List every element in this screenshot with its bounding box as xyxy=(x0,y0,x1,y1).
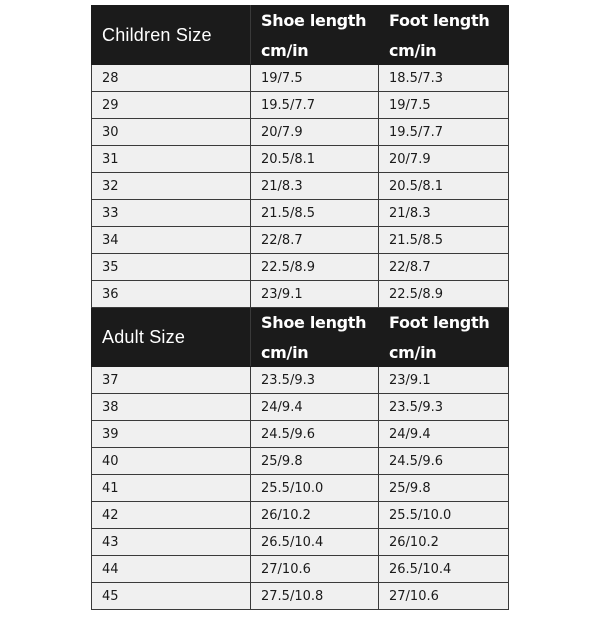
size-cell: 44 xyxy=(92,556,251,583)
shoe-length-cell: 23.5/9.3 xyxy=(251,367,379,394)
size-chart-table xyxy=(91,5,509,610)
adult-shoe-length-header: Shoe length xyxy=(251,308,379,338)
shoe-length-cell: 25/9.8 xyxy=(251,448,379,475)
size-cell: 42 xyxy=(92,502,251,529)
shoe-length-cell: 24.5/9.6 xyxy=(251,421,379,448)
size-cell: 43 xyxy=(92,529,251,556)
size-cell: 32 xyxy=(92,173,251,200)
shoe-length-cell: 22/8.7 xyxy=(251,227,379,254)
table-row xyxy=(92,502,509,529)
foot-length-cell: 22.5/8.9 xyxy=(379,281,509,308)
foot-length-cell: 27/10.6 xyxy=(379,583,509,610)
foot-length-cell: 21.5/8.5 xyxy=(379,227,509,254)
size-cell: 45 xyxy=(92,583,251,610)
table-row xyxy=(92,146,509,173)
foot-length-cell: 23/9.1 xyxy=(379,367,509,394)
size-cell: 28 xyxy=(92,65,251,92)
table-row xyxy=(92,394,509,421)
shoe-length-cell: 19.5/7.7 xyxy=(251,92,379,119)
adult-shoe-unit: cm/in xyxy=(251,338,379,367)
table-row xyxy=(92,367,509,394)
shoe-length-cell: 20.5/8.1 xyxy=(251,146,379,173)
table-row xyxy=(92,254,509,281)
size-cell: 39 xyxy=(92,421,251,448)
children-header-row xyxy=(92,6,509,36)
size-cell: 29 xyxy=(92,92,251,119)
children-size-heading: Children Size xyxy=(92,6,251,65)
table-row xyxy=(92,448,509,475)
adult-foot-unit: cm/in xyxy=(379,338,509,367)
foot-length-cell: 20/7.9 xyxy=(379,146,509,173)
children-shoe-length-header: Shoe length xyxy=(251,6,379,36)
foot-length-cell: 23.5/9.3 xyxy=(379,394,509,421)
size-cell: 37 xyxy=(92,367,251,394)
adult-foot-length-header: Foot length xyxy=(379,308,509,338)
foot-length-cell: 26.5/10.4 xyxy=(379,556,509,583)
shoe-length-cell: 23/9.1 xyxy=(251,281,379,308)
foot-length-cell: 20.5/8.1 xyxy=(379,173,509,200)
shoe-length-cell: 27.5/10.8 xyxy=(251,583,379,610)
shoe-length-cell: 26/10.2 xyxy=(251,502,379,529)
shoe-length-cell: 21/8.3 xyxy=(251,173,379,200)
foot-length-cell: 26/10.2 xyxy=(379,529,509,556)
table-row xyxy=(92,556,509,583)
adult-size-heading: Adult Size xyxy=(92,308,251,367)
table-row xyxy=(92,92,509,119)
shoe-length-cell: 19/7.5 xyxy=(251,65,379,92)
size-cell: 41 xyxy=(92,475,251,502)
size-cell: 40 xyxy=(92,448,251,475)
size-cell: 35 xyxy=(92,254,251,281)
table-row xyxy=(92,529,509,556)
size-cell: 31 xyxy=(92,146,251,173)
foot-length-cell: 19.5/7.7 xyxy=(379,119,509,146)
shoe-length-cell: 27/10.6 xyxy=(251,556,379,583)
size-cell: 33 xyxy=(92,200,251,227)
shoe-length-cell: 20/7.9 xyxy=(251,119,379,146)
shoe-length-cell: 24/9.4 xyxy=(251,394,379,421)
shoe-length-cell: 22.5/8.9 xyxy=(251,254,379,281)
children-foot-unit: cm/in xyxy=(379,36,509,65)
table-row xyxy=(92,475,509,502)
foot-length-cell: 22/8.7 xyxy=(379,254,509,281)
table-row xyxy=(92,227,509,254)
table-row xyxy=(92,583,509,610)
foot-length-cell: 24.5/9.6 xyxy=(379,448,509,475)
shoe-length-cell: 21.5/8.5 xyxy=(251,200,379,227)
shoe-length-cell: 25.5/10.0 xyxy=(251,475,379,502)
children-shoe-unit: cm/in xyxy=(251,36,379,65)
size-cell: 36 xyxy=(92,281,251,308)
foot-length-cell: 25/9.8 xyxy=(379,475,509,502)
table-row xyxy=(92,173,509,200)
foot-length-cell: 18.5/7.3 xyxy=(379,65,509,92)
shoe-length-cell: 26.5/10.4 xyxy=(251,529,379,556)
table-row xyxy=(92,65,509,92)
table-row xyxy=(92,200,509,227)
foot-length-cell: 21/8.3 xyxy=(379,200,509,227)
table-row xyxy=(92,281,509,308)
foot-length-cell: 24/9.4 xyxy=(379,421,509,448)
size-cell: 30 xyxy=(92,119,251,146)
size-cell: 34 xyxy=(92,227,251,254)
children-foot-length-header: Foot length xyxy=(379,6,509,36)
size-cell: 38 xyxy=(92,394,251,421)
table-row xyxy=(92,119,509,146)
adult-header-row xyxy=(92,308,509,338)
foot-length-cell: 19/7.5 xyxy=(379,92,509,119)
table-row xyxy=(92,421,509,448)
foot-length-cell: 25.5/10.0 xyxy=(379,502,509,529)
